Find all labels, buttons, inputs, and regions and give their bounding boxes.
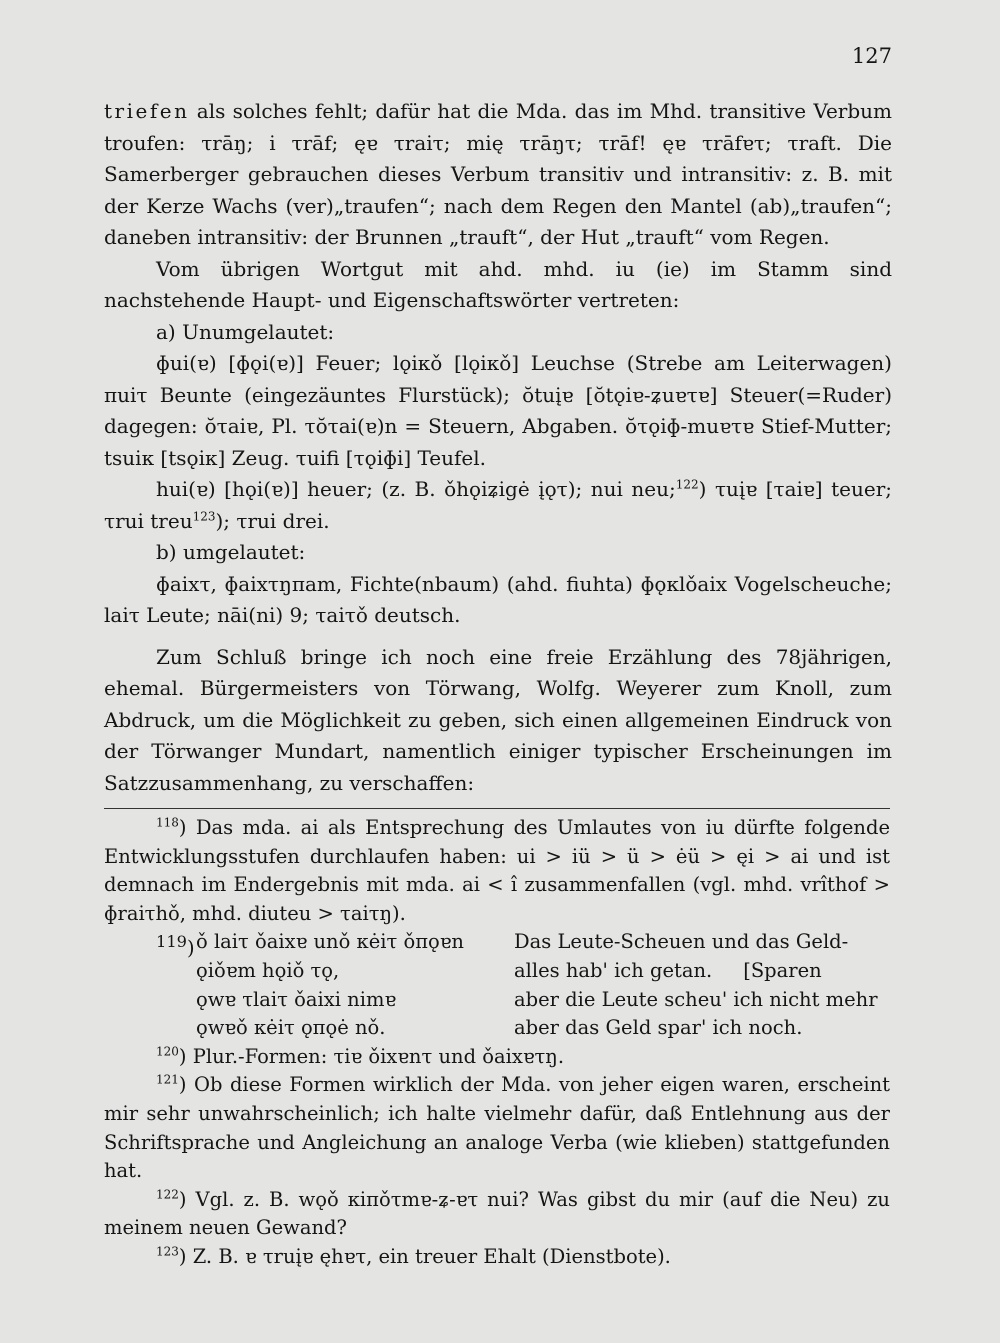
spaced-word: triefen <box>104 99 190 123</box>
footnote-ref: 122 <box>675 477 699 492</box>
footnote-divider <box>104 808 890 809</box>
footnote-121: $^{121}$) Ob diese Formen wirklich der Mda. von jeher eigen waren, erscheint mir sehr unwahrscheinlich; ich halte vielmehr dafür, daß Entlehnung aus der Schriftsprache und Angleichung an analoge Verba (wie klieben) stattgefunden hat. <box>104 1072 890 1183</box>
footnote-120: $^{120}$) Plur.-Formen: τiɐ ǒixɐnτ und ǒaixɐτŋ. <box>156 1044 565 1068</box>
page-number: 127 <box>851 44 892 68</box>
paragraph-wortgut: Vom übrigen Wortgut mit ahd. mhd. iu (ie) im Stamm sind nachstehende Haupt- und Eigenschaftswörter vertreten: <box>104 256 892 312</box>
translation-verse: Das Leute-Scheuen und das Geld- alles hab' ich getan. [Sparen aber die Leute scheu' ich nicht mehr aber das Geld spar' ich noch. <box>514 930 878 1040</box>
dialect-verse: ǒ laiτ ǒaixɐ unǒ κėiτ ǒπǫɐn ǫiǒɐm hǫiǒ τǫ, ǫwɐ τlaiτ ǒaixi nimɐ ǫwɐǒ κėiτ ǫπǫė nǒ. <box>196 930 464 1040</box>
footnote-122: $^{122}$) Vgl. z. B. wǫǒ κiπǒτmɐ-ʑ-ɐτ nui? Was gibst du mir (auf die Neu) zu meinem neuen Gewand? <box>104 1187 890 1240</box>
section-a-body: ɸui(ɐ) [ɸǫi(ɐ)] Feuer; lǫiκǒ [lǫiκǒ] Leuchse (Strebe am Leiterwagen) πuiτ Beunte (eingezäuntes Flurstück); ŏtuįɐ [ŏtǫiɐ-ʑuɐτɐ] Steuer(=Ruder) dagegen: ŏτaiɐ, Pl. τŏτai(ɐ)n = Steuern, Abgaben. ŏτǫiɸ-muɐτɐ Stief-Mutter; tsuiκ [tsǫiκ] Zeug. τuifi [τǫiɸi] Teufel. <box>104 351 892 470</box>
footnote-119: $^{119}$) ǒ laiτ ǒaixɐ unǒ κėiτ ǒπǫɐn ǫiǒɐm hǫiǒ τǫ, ǫwɐ τlaiτ ǒaixi nimɐ ǫwɐǒ κėiτ ǫπǫė nǒ. Das Leute-Scheuen und das Geld- alles hab' ich getan. [Sparen aber die Leute scheu' ich nicht mehr aber das Geld spar' ich noch. <box>156 928 890 1042</box>
section-b-body: ɸaixτ, ɸaixτŋπam, Fichte(nbaum) (ahd. fiuhta) ɸǫκlǒaix Vogelscheuche; laiτ Leute; nāi(ni) 9; τaiτǒ deutsch. <box>104 571 892 627</box>
section-a-body-2: hui(ɐ) [hǫi(ɐ)] heuer; (z. B. ǒhǫiʑigė įǫτ); nui neu;$^{122}$) τuįɐ [τaiɐ] teuer; τrui treu$^{123}$); τrui drei. <box>104 477 892 533</box>
main-text <box>104 96 892 799</box>
paragraph-schluss: Zum Schluß bringe ich noch eine freie Erzählung des 78jährigen, ehemal. Bürgermeisters von Törwang, Wolfg. Weyerer zum Knoll, zum Abdruck, um die Möglichkeit zu geben, sich einen allgemeinen Eindruck von der Törwanger Mundart, namentlich einiger typischer Erscheinungen im Satzzusammenhang, zu verschaffen: <box>104 644 892 795</box>
footnotes <box>104 814 890 1272</box>
footnote-123: $^{123}$) Z. B. ɐ τruįɐ ęhɐτ, ein treuer Ehalt (Dienstbote). <box>156 1244 671 1268</box>
footnote-118: $^{118}$) Das mda. ai als Entsprechung des Umlautes von iu dürfte folgende Entwicklungsstufen durchlaufen haben: ui > iü > ü > ėü > ęi > ai und ist demnach im Endergebnis mit mda. ai < î zusammenfallen (vgl. mhd. vrîthof > ɸraiτhǒ, mhd. diuteu > τaiτŋ). <box>104 815 891 925</box>
footnote-ref: 123 <box>192 508 216 523</box>
section-b-heading: b) umgelautet: <box>156 540 306 564</box>
paragraph-text: als solches fehlt; dafür hat die Mda. das im Mhd. transitive Verbum troufen: τrāŋ; i τrāf; ęɐ τraiτ; mię τrāŋτ; τrāf! ęɐ τrāfɐτ; τraft. Die Samerberger gebrauchen dieses Verbum transitiv und intransitiv: z. B. mit der Kerze Wachs (ver)„traufen“; nach dem Regen den Mantel (ab)„traufen“; daneben intransitiv: der Brunnen „trauft“, der Hut „trauft“ vom Regen. <box>104 99 893 249</box>
section-a-heading: a) Unumgelautet: <box>156 319 335 344</box>
paragraph-triefen <box>104 96 892 254</box>
